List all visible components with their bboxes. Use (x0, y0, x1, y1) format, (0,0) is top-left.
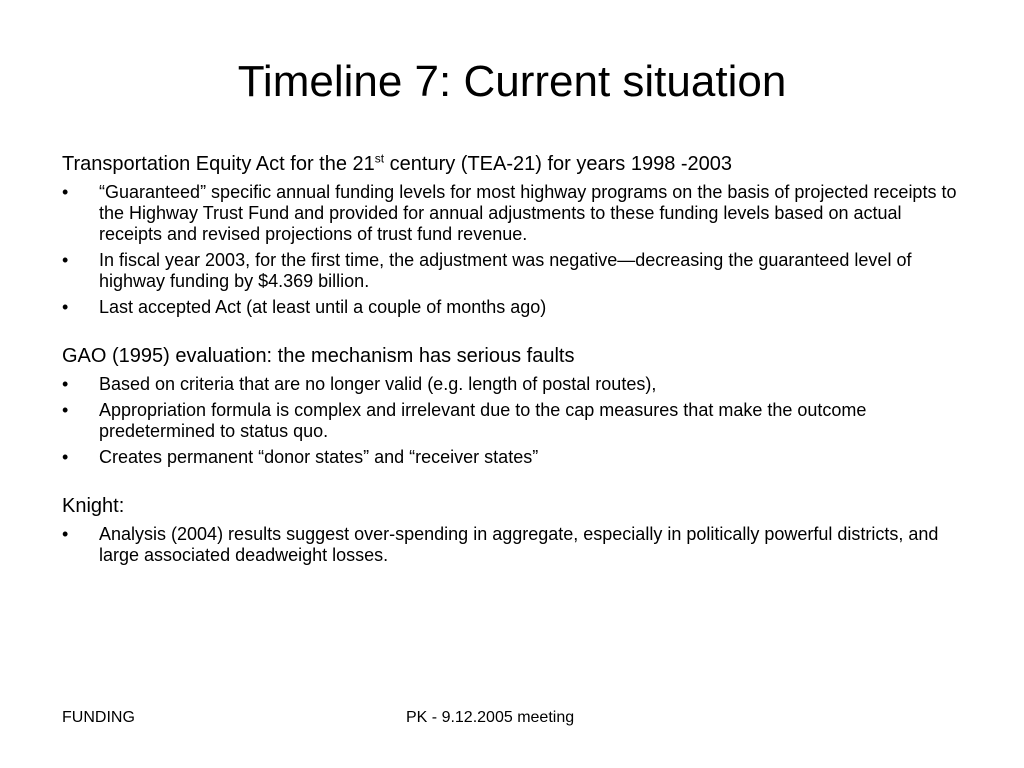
section-gao (62, 342, 962, 468)
bullet-text: In fiscal year 2003, for the first time, the adjustment was negative—decreasing the guaranteed level of highway funding by $4.369 billion. (99, 250, 912, 291)
bullet-item (62, 250, 962, 292)
bullet-text: Analysis (2004) results suggest over-spending in aggregate, especially in politically powerful districts, and large associated deadweight losses. (99, 524, 939, 565)
bullet-item (62, 297, 962, 318)
bullet-marker: • (62, 297, 69, 317)
section-knight (62, 492, 962, 566)
slide-title: Timeline 7: Current situation (237, 57, 787, 106)
bullet-marker: • (62, 447, 69, 467)
bullet-item (62, 447, 962, 468)
bullet-text: Last accepted Act (at least until a couple of months ago) (99, 297, 547, 317)
section-heading: Knight: (62, 495, 125, 517)
bullet-marker: • (62, 250, 69, 270)
bullet-list (62, 374, 962, 468)
bullet-item (62, 524, 962, 566)
bullet-text: Appropriation formula is complex and irrelevant due to the cap measures that make the outcome predetermined to status quo. (99, 400, 867, 441)
heading-suffix: century (TEA-21) for years 1998 -2003 (384, 153, 733, 175)
footer-left: FUNDING (62, 709, 135, 726)
bullet-item (62, 182, 962, 245)
bullet-text: Creates permanent “donor states” and “receiver states” (99, 447, 539, 467)
bullet-item (62, 400, 962, 442)
section-heading: GAO (1995) evaluation: the mechanism has serious faults (62, 345, 575, 367)
heading-superscript: st (374, 151, 385, 166)
slide-content (62, 150, 962, 590)
bullet-item (62, 374, 962, 395)
bullet-marker: • (62, 400, 69, 420)
section-heading (62, 150, 962, 178)
bullet-text: “Guaranteed” specific annual funding levels for most highway programs on the basis of projected receipts to the Highway Trust Fund and provided for annual adjustments to these funding levels based on actual receipts and revised projections of trust fund revenue. (99, 182, 957, 244)
section-tea21 (62, 150, 962, 318)
heading-prefix: Transportation Equity Act for the 21 (62, 153, 375, 175)
bullet-marker: • (62, 182, 69, 202)
bullet-list (62, 524, 962, 566)
bullet-text: Based on criteria that are no longer valid (e.g. length of postal routes), (99, 374, 657, 394)
bullet-marker: • (62, 374, 69, 394)
bullet-list (62, 182, 962, 318)
bullet-marker: • (62, 524, 69, 544)
footer-center: PK - 9.12.2005 meeting (406, 709, 575, 726)
